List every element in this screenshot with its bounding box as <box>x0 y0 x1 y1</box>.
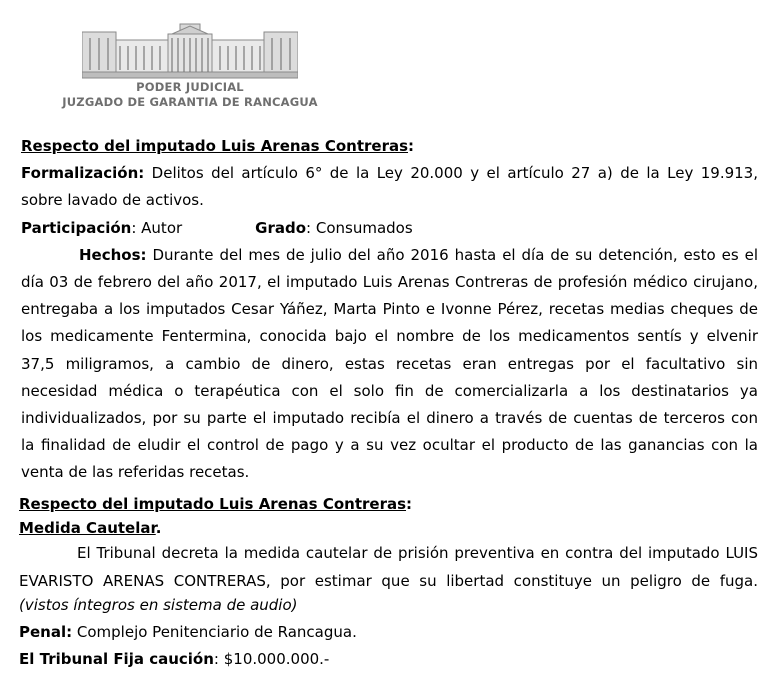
medida-line-1: El Tribunal decreta la medida cautelar de prisión preventiva en contra del imputado LUIS <box>77 544 758 563</box>
hechos-line-7: individualizados, por su parte el imputado recibía el dinero a través de cuentas de terceros con <box>21 408 758 427</box>
hechos-line-3: entregaba a los imputados Cesar Yáñez, Marta Pinto e Ivonne Pérez, recetas medias cheques de <box>21 300 758 319</box>
section2-heading-colon: : <box>406 495 413 514</box>
vistos-note: (vistos íntegros en sistema de audio) <box>19 595 298 614</box>
section2-heading-line <box>19 492 758 516</box>
section1-heading-line <box>21 133 758 160</box>
hechos-label: Hechos: <box>79 245 147 264</box>
participacion-label: Participación <box>21 218 132 237</box>
penal-value: Complejo Penitenciario de Rancagua. <box>76 622 357 641</box>
medida-label: Medida Cautelar <box>19 519 156 538</box>
penal-line <box>19 619 758 646</box>
formalizacion-line-1 <box>21 160 758 187</box>
caucion-value: : $10.000.000.- <box>213 650 330 668</box>
grado-value: : Consumados <box>306 218 413 237</box>
section2-heading: Respecto del imputado Luis Arenas Contreras <box>19 495 407 514</box>
formalizacion-line-2: sobre lavado de activos. <box>21 191 204 210</box>
hechos-line-4: los medicamente Fentermina, conocida bajo el nombre de los medicamentos sentís y elvenir <box>21 327 758 346</box>
hechos-line-2: día 03 de febrero del año 2017, el imputado Luis Arenas Contreras de profesión médico cirujano, <box>21 272 758 291</box>
hechos-line-8: la finalidad de eludir el control de pago y a su vez ocultar el producto de las ganancias con la <box>21 436 758 455</box>
penal-label: Penal: <box>19 622 73 641</box>
hechos-text-1: Durante del mes de julio del año 2016 hasta el día de su detención, esto es el <box>152 245 758 264</box>
header-line-2: JUZGADO DE GARANTIA DE RANCAGUA <box>62 95 318 109</box>
hechos-line-6: necesidad médica o terapéutica con el solo fin de comercializarla a los destinatarios ya <box>21 381 758 400</box>
participacion-value: : Autor <box>131 218 183 237</box>
medida-heading-line <box>19 516 758 540</box>
hechos-line-9: venta de las referidas recetas. <box>21 463 250 482</box>
document-body <box>21 133 758 673</box>
hechos-line-5: 37,5 miligramos, a cambio de dinero, estas recetas eran entregas por el facultativo sin <box>21 354 758 373</box>
header-line-1: PODER JUDICIAL <box>136 80 244 94</box>
formalizacion-text-1: Delitos del artículo 6° de la Ley 20.000 y el artículo 27 a) de la Ley 19.913, <box>151 164 758 183</box>
formalizacion-label: Formalización: <box>21 164 145 183</box>
caucion-line <box>19 646 758 673</box>
caucion-label: El Tribunal Fija caución <box>19 650 214 668</box>
medida-line-2: EVARISTO ARENAS CONTRERAS, por estimar que su libertad constituye un peligro de fuga. <box>19 571 758 590</box>
medida-period: . <box>155 519 162 538</box>
vistos-line <box>19 595 758 619</box>
section1-heading-colon: : <box>408 137 415 155</box>
letterhead <box>50 22 330 110</box>
participacion-line <box>21 215 758 242</box>
grado-label: Grado <box>255 218 307 237</box>
court-building-logo <box>82 22 298 80</box>
section1-heading: Respecto del imputado Luis Arenas Contreras <box>21 137 409 155</box>
hechos-line-1 <box>21 242 758 269</box>
